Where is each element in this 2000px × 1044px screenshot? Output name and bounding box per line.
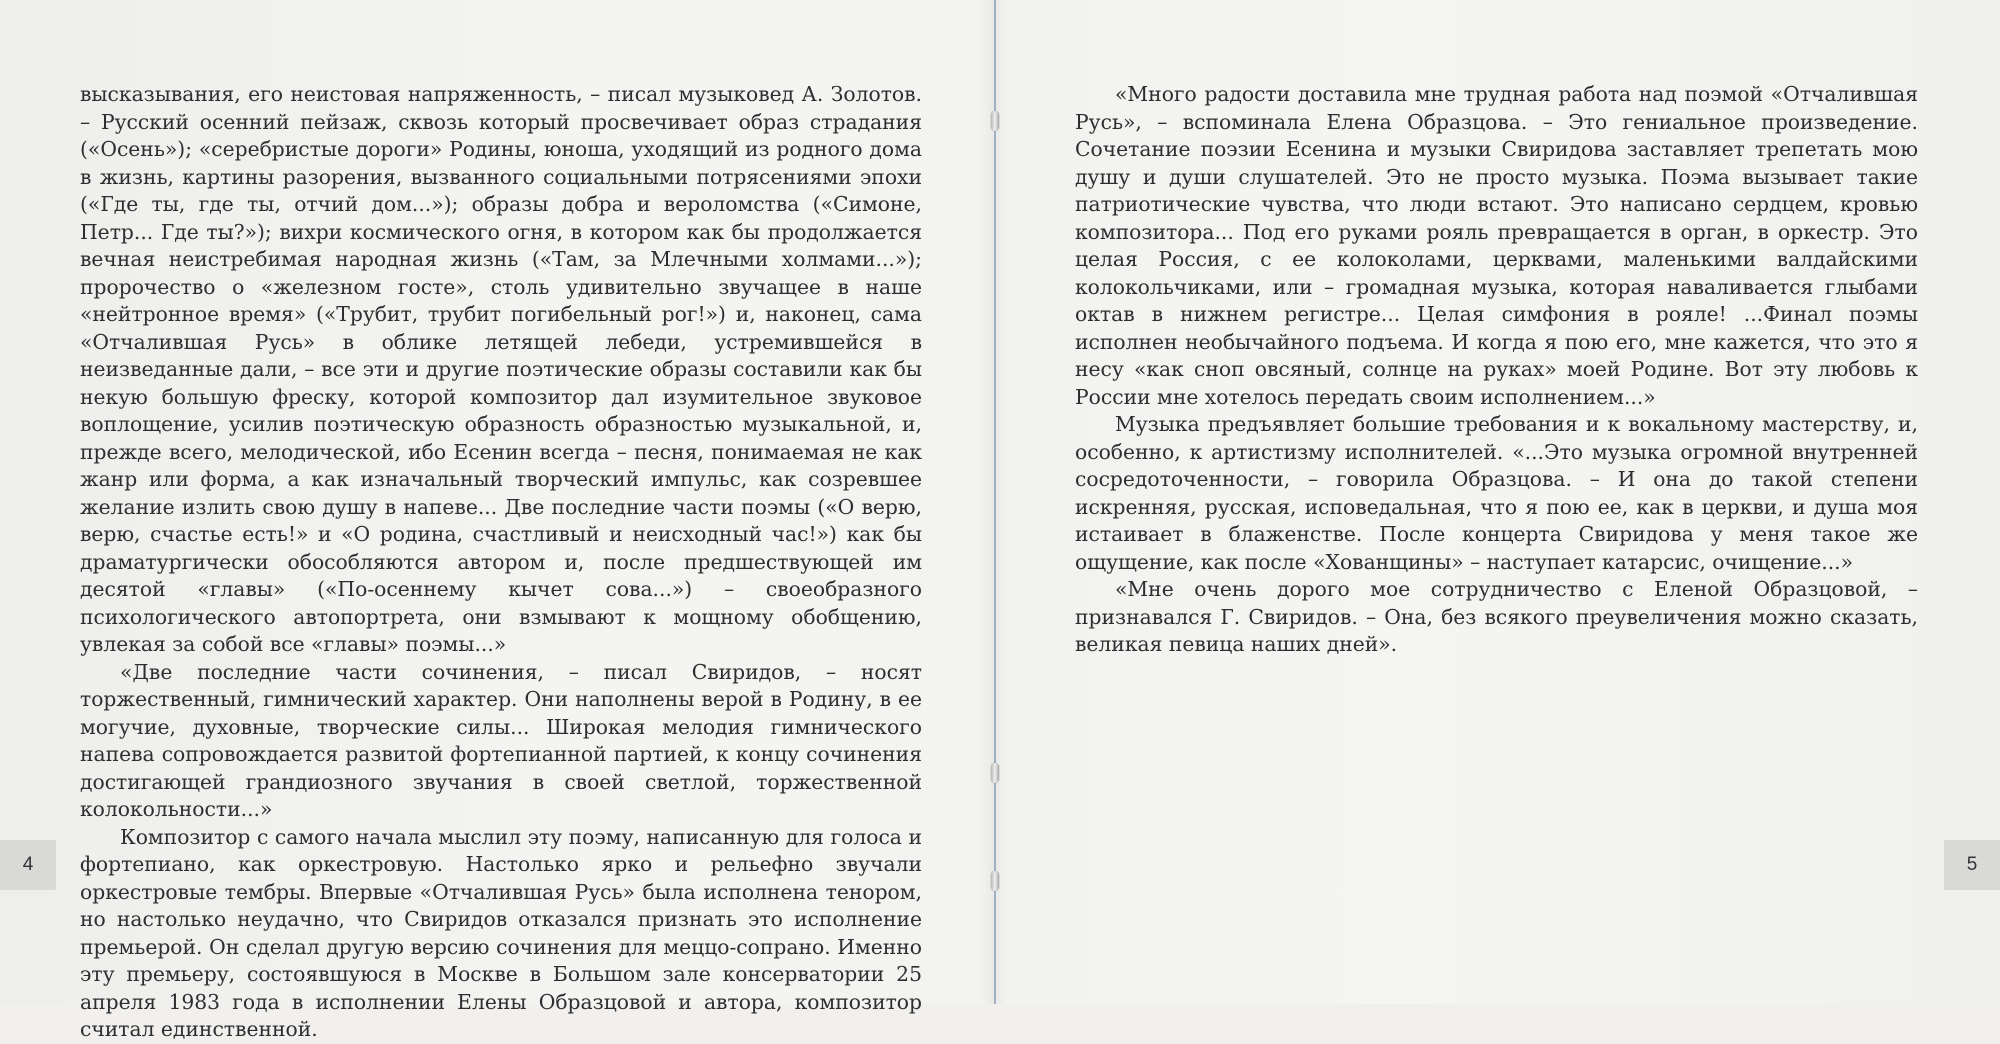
paragraph: «Мне очень дорого мое сотрудничество с Еленой Образцовой, – признавался Г. Свиридов. – Она, без всякого преувеличения можно сказать, великая певица наших дней». [1075, 577, 1918, 656]
right-page-number: 5 [1944, 840, 2000, 890]
quote-paragraph: «Две последние части сочинения, – писал Свиридов, – носят торжественный, гимнический характер. Они наполнены верой в Родину, в ее могучие, духовные, творческие силы... Широкая мелодия гимнического напева сопровождается развитой фортепианной партией, к концу сочинения достигающей грандиозного звучания в своей светлой, торжественной колокольности...» [80, 659, 922, 821]
left-page-number: 4 [0, 840, 56, 890]
staple [991, 111, 999, 131]
right-page-text [1075, 81, 1918, 659]
quote-paragraph: «Много радости доставила мне трудная работа над поэмой «Отчалившая Русь», – вспоминала Елена Образцова. – Это гениальное произведение. Сочетание поэзии Есенина и музыки Свиридова заставляет трепетать мою душу и души слушателей. Это не просто музыка. Поэма вызывает такие патриотические чувства, что люди встают. Это написано сердцем, кровью композитора... Под его руками рояль превращается в орган, в оркестр. Это целая Россия, с ее колоколами, церквами, маленькими валдайскими колокольчиками, или – громадная музыка, которая наваливается глыбами октав в нижнем регистре... Целая симфония в рояле! ...Финал поэмы исполнен необычайного подъема. И когда я пою его, мне кажется, что это я несу «как сноп овсяный, солнце на руках» моей Родине. Вот эту любовь к России мне хотелось передать своим исполнением...» [1075, 82, 1918, 409]
paragraph: Музыка предъявляет большие требования и к вокальному мастерству, и, особенно, к артистизму исполнителей. «...Это музыка огромной внутренней сосредоточенности, – говорила Образцова. – И она до такой степени искренняя, русская, исповедальная, что я пою ее, как в церкви, и душа моя истаивает в блаженстве. После концерта Свиридова у меня такое же ощущение, как после «Хованщины» – наступает катарсис, очищение...» [1075, 412, 1918, 574]
paragraph: Композитор с самого начала мыслил эту поэму, написанную для голоса и фортепиано, как оркестровую. Настолько ярко и рельефно звучали оркестровые тембры. Впервые «Отчалившая Русь» была исполнена тенором, но настолько неудачно, что Свиридов отказался признать это исполнение премьерой. Он сделал другую версию сочинения для меццо-сопрано. Именно эту премьеру, состоявшуюся в Москве в Большом зале консерватории 25 апреля 1983 года в исполнении Елены Образцовой и автора, композитор считал единственной. [80, 824, 922, 1041]
staple [991, 763, 999, 783]
staple [991, 871, 999, 891]
paragraph: высказывания, его неистовая напряженность, – писал музыковед А. Золотов. – Русский осенний пейзаж, сквозь который просвечивает образ страдания («Осень»); «серебристые дороги» Родины, юноша, уходящий из родного дома в жизнь, картины разорения, вызванного социальными потрясениями эпохи («Где ты, где ты, отчий дом...»); образы добра и вероломства («Симоне, Петр... Где ты?»); вихри космического огня, в котором как бы продолжается вечная неистребимая народная жизнь («Там, за Млечными холмами...»); пророчество о «железном госте», столь удивительно звучащее в наше «нейтронное время» («Трубит, трубит погибельный рог!») и, наконец, сама «Отчалившая Русь» в облике летящей лебеди, устремившейся в неизведанные дали, – все эти и другие поэтические образы составили как бы некую большую фреску, которой композитор дал изумительное звуковое воплощение, усилив поэтическую образность образностью музыкальной, и, прежде всего, мелодической, ибо Есенин всегда – песня, понимаемая не как жанр или форма, а как изначальный творческий импульс, как созревшее желание излить свою душу в напеве... Две последние части поэмы («О верю, верю, счастье есть!» и «О родина, счастливый и неисходный час!») как бы драматургически обособляются автором и, после предшествующей им десятой «главы» («По-осеннему кычет сова...») – своеобразного психологического автопортрета, они взмывают к мощному обобщению, увлекая за собой все «главы» поэмы...» [80, 82, 922, 656]
left-page-text [80, 81, 922, 1044]
book-spine [994, 0, 996, 1004]
